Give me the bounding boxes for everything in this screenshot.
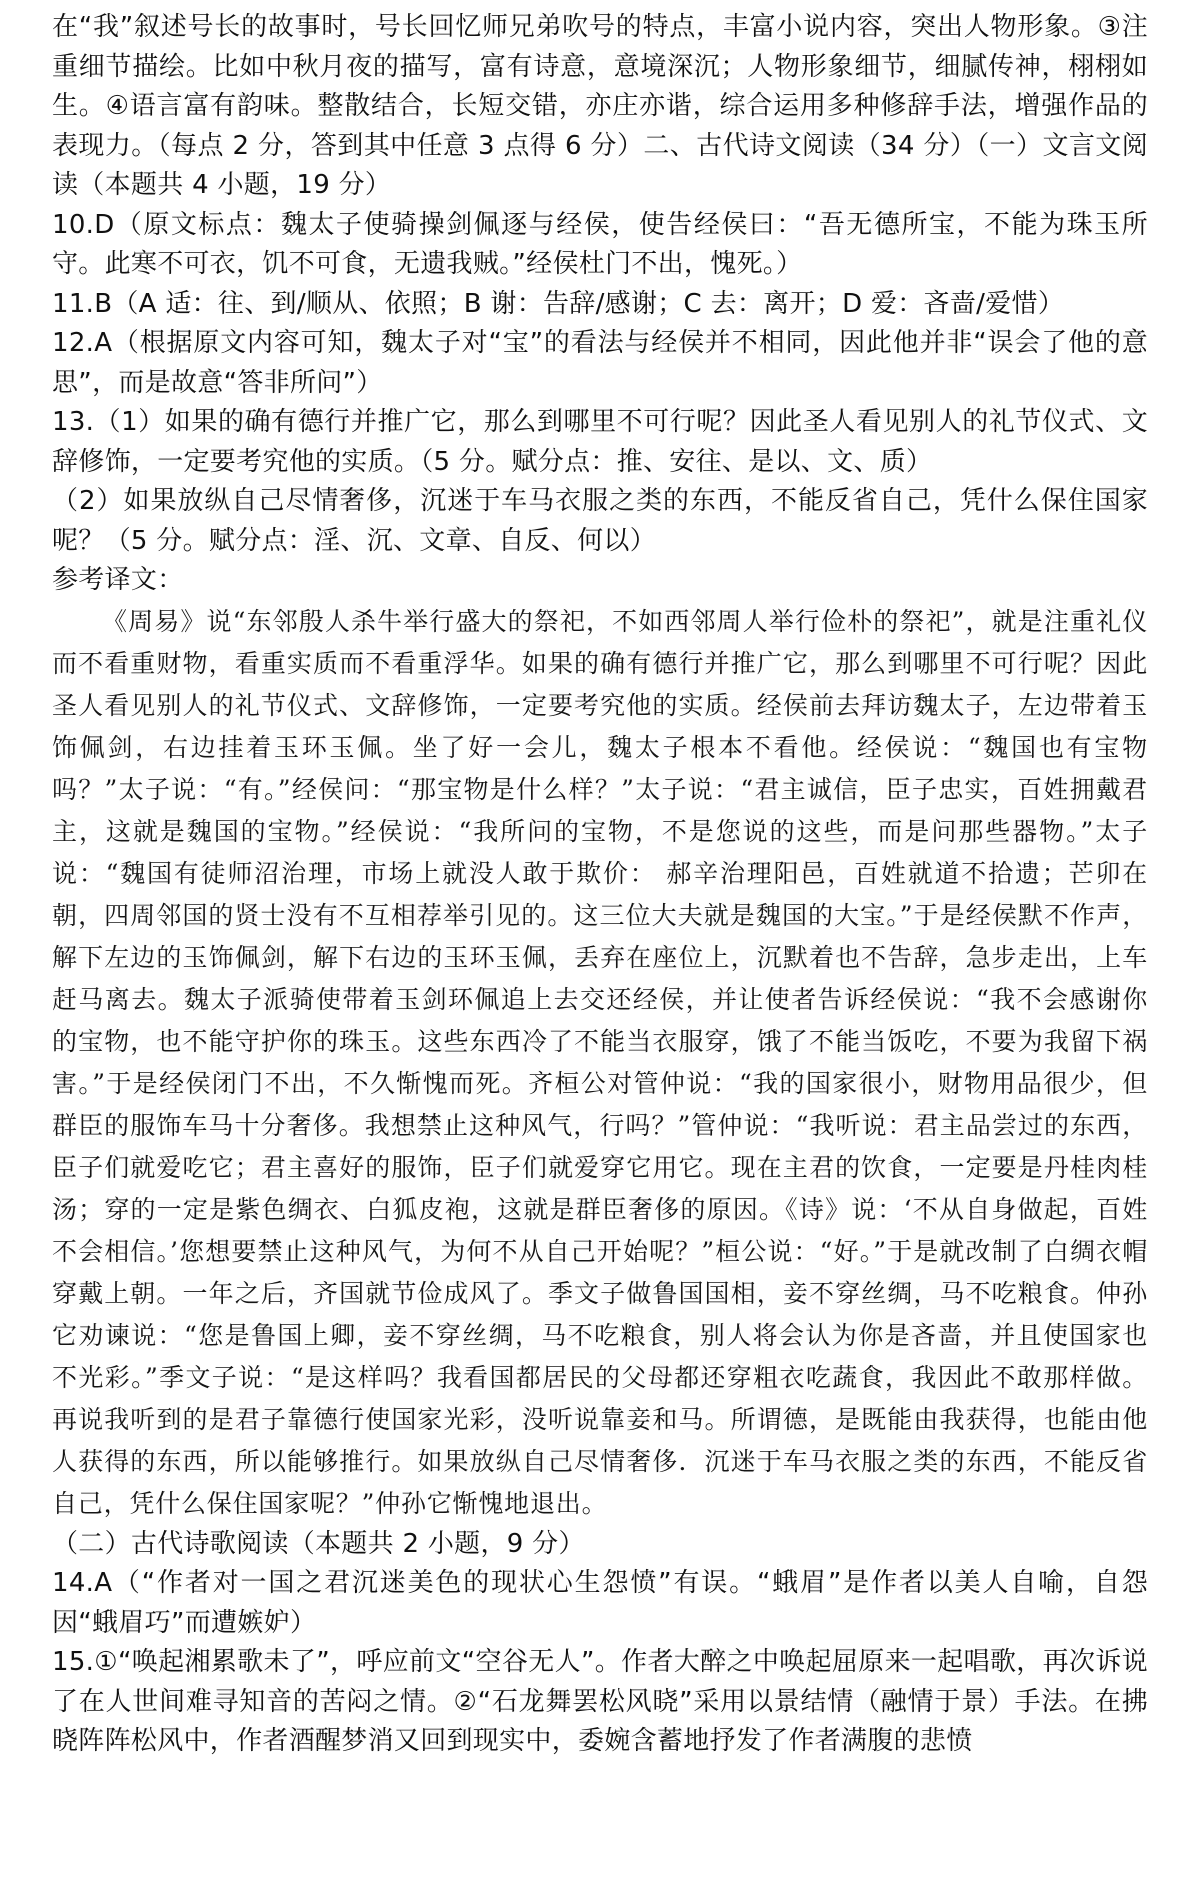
reference-translation: 《周易》说“东邻殷人杀牛举行盛大的祭祀，不如西邻周人举行俭朴的祭祀”，就是注重礼仪而不看重财物，看重实质而不看重浮华。如果的确有德行并推广它，那么到哪里不可行呢？因此圣人看见别人的礼节仪式、文辞修饰，一定要考究他的实质。经侯前去拜访魏太子，左边带着玉饰佩剑，右边挂着玉环玉佩。坐了好一会儿，魏太子根本不看他。经侯说：“魏国也有宝物吗？”太子说：“有。”经侯问：“那宝物是什么样？”太子说：“君主诚信，臣子忠实，百姓拥戴君主，这就是魏国的宝物。”经侯说：“我所问的宝物，不是您说的这些，而是问那些器物。”太子说：“魏国有徒师沼治理，市场上就没人敢于欺价： 郝辛治理阳邑，百姓就道不拾遗；芒卯在朝，四周邻国的贤士没有不互相荐举引见的。这三位大夫就是魏国的大宝。”于是经侯默不作声，解下左边的玉饰佩剑，解下右边的玉环玉佩，丢弃在座位上，沉默着也不告辞，急步走出，上车赶马离去。魏太子派骑使带着玉剑环佩追上去交还经侯，并让使者告诉经侯说：“我不会感谢你的宝物，也不能守护你的珠玉。这些东西冷了不能当衣服穿，饿了不能当饭吃，不要为我留下祸害。”于是经侯闭门不出，不久惭愧而死。齐桓公对管仲说：“我的国家很小，财物用品很少，但群臣的服饰车马十分奢侈。我想禁止这种风气，行吗？”管仲说：“我听说：君主品尝过的东西，臣子们就爱吃它；君主喜好的服饰，臣子们就爱穿它用它。现在主君的饮食，一定要是丹桂肉桂汤；穿的一定是紫色绸衣、白狐皮袍，这就是群臣奢侈的原因。《诗》说：‘不从自身做起，百姓不会相信。’您想要禁止这种风气，为何不从自己开始呢？”桓公说：“好。”于是就改制了白绸衣帽穿戴上朝。一年之后，齐国就节俭成风了。季文子做鲁国国相，妾不穿丝绸，马不吃粮食。仲孙它劝谏说：“您是鲁国上卿，妾不穿丝绸，马不吃粮食，别人将会认为你是吝啬，并且使国家也不光彩。”季文子说：“是这样吗？我看国都居民的父母都还穿粗衣吃蔬食，我因此不敢那样做。再说我听到的是君子靠德行使国家光彩，没听说靠妾和马。所谓德，是既能由我获得，也能由他人获得的东西，所以能够推行。如果放纵自己尽情奢侈．沉迷于车马衣服之类的东西，不能反省自己，凭什么保住国家呢？”仲孙它惭愧地退出。 <box>52 606 1148 1518</box>
answer-15: 15.①“唤起湘累歌未了”，呼应前文“空谷无人”。作者大醉之中唤起屈原来一起唱歌，再次诉说了在人世间难寻知音的苦闷之情。②“石龙舞罢松风晓”采用以景结情（融情于景）手法。在拂晓阵阵松风中，作者酒醒梦消又回到现实中，委婉含蓄地抒发了作者满腹的悲愤 <box>52 1647 1148 1756</box>
translation-heading: 参考译文： <box>52 565 184 595</box>
answer-14: 14.A（“作者对一国之君沉迷美色的现状心生怨愤”有误。“蛾眉”是作者以美人自喻，自怨因“蛾眉巧”而遭嫉妒） <box>52 1568 1148 1638</box>
answer-6-continuation: 在“我”叙述号长的故事时，号长回忆师兄弟吹号的特点，丰富小说内容，突出人物形象。③注重细节描绘。比如中秋月夜的描写，富有诗意，意境深沉；人物形象细节，细腻传神，栩栩如生。④语言富有韵味。整散结合，长短交错，亦庄亦谐，综合运用多种修辞手法，增强作品的表现力。（每点 2 分，答到其中任意 3 点得 6 分）二、古代诗文阅读（34 分）（一）文言文阅读（本题共 4 小题，19 分） <box>52 12 1148 200</box>
answer-11: 11.B（A 适：往、到/顺从、依照；B 谢：告辞/感谢；C 去：离开；D 爱：吝啬/爱惜） <box>52 288 1065 319</box>
answer-12: 12.A（根据原文内容可知，魏太子对“宝”的看法与经侯并不相同，因此他并非“误会了他的意思”，而是故意“答非所问”） <box>52 328 1148 398</box>
answer-13-part-1: 13.（1）如果的确有德行并推广它，那么到哪里不可行呢？因此圣人看见别人的礼节仪式、文辞修饰，一定要考究他的实质。（5 分。赋分点：推、安往、是以、文、质） <box>52 407 1148 477</box>
answer-10: 10.D（原文标点：魏太子使骑操剑佩逐与经侯，使告经侯曰：“吾无德所宝，不能为珠玉所守。此寒不可衣，饥不可食，无遗我贼。”经侯杜门不出，愧死。） <box>52 209 1148 279</box>
section-poetry-heading: （二）古代诗歌阅读（本题共 2 小题，9 分） <box>52 1528 585 1559</box>
answer-13-part-2: （2）如果放纵自己尽情奢侈，沉迷于车马衣服之类的东西，不能反省自己，凭什么保住国家呢？（5 分。赋分点：淫、沉、文章、自反、何以） <box>52 486 1148 556</box>
